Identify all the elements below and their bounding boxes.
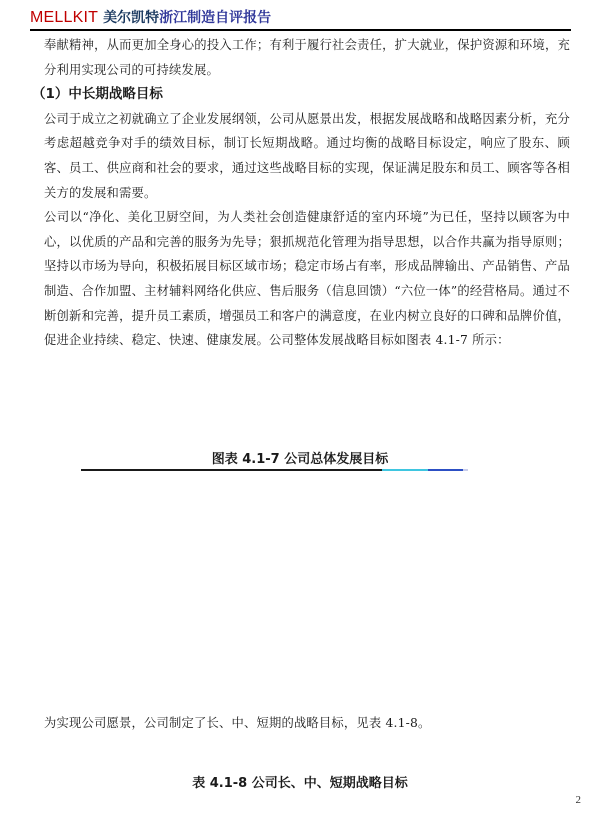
section-heading-mid-long-term-strategy: （1）中长期战略目标 <box>32 86 163 103</box>
paragraph-strategy-outline: 公司于成立之初就确立了企业发展纲领，公司从愿景出发，根据发展战略和战略因素分析，充分考虑超越竞争对手的绩效目标，制订长短期战略。通过均衡的战略目标设定，响应了股东、顾客、员工、供应商和社会的要求，通过这些战略目标的实现，保证满足股东和员工、顾客等各相关方的发展和需要。 <box>44 111 570 200</box>
header-rule <box>30 29 571 31</box>
page-header <box>30 7 571 27</box>
paragraph-dedication: 奉献精神，从而更加全身心的投入工作；有利于履行社会责任，扩大就业，保护资源和环境，充分利用实现公司的可持续发展。 <box>44 38 570 77</box>
figure-line-blue-segment <box>428 469 463 471</box>
body-text <box>30 33 570 353</box>
table-caption: 表 4.1-8 公司长、中、短期战略目标 <box>192 776 408 791</box>
page-number: 2 <box>575 794 581 806</box>
figure-line-black-segment <box>81 469 382 471</box>
figure-line-cyan-segment <box>382 469 428 471</box>
company-name: 美尔凯特 <box>103 10 160 26</box>
figure-partial-border-line <box>81 469 468 471</box>
paragraph-company-mission: 公司以“净化、美化卫厨空间，为人类社会创造健康舒适的室内环境”为已任，坚持以顾客为中心，以优质的产品和完善的服务为先导；狠抓规范化管理为指导思想，以合作共赢为指导原则；坚持以市场为导向，积极拓展目标区域市场；稳定市场占有率，形成品牌输出、产品销售、产品制造、合作加盟、主材辅料网络化供应、售后服务（信息回馈）“六位一体”的经营格局。通过不断创新和完善，提升员工素质，增强员工和客户的满意度，在业内树立良好的口碑和品牌价值，促进企业持续、稳定、快速、健康发展。公司整体发展战略目标如图表 4.1-7 所示： <box>44 210 570 348</box>
closing-paragraph-wrap <box>30 711 570 736</box>
brand-logo-text: MELLKIT <box>30 9 99 26</box>
report-title: 浙江制造自评报告 <box>159 10 272 26</box>
figure-caption: 图表 4.1-7 公司总体发展目标 <box>211 452 389 467</box>
figure-line-tail-segment <box>463 469 468 471</box>
paragraph-vision-goals: 为实现公司愿景，公司制定了长、中、短期的战略目标，见表 4.1-8。 <box>44 716 431 730</box>
